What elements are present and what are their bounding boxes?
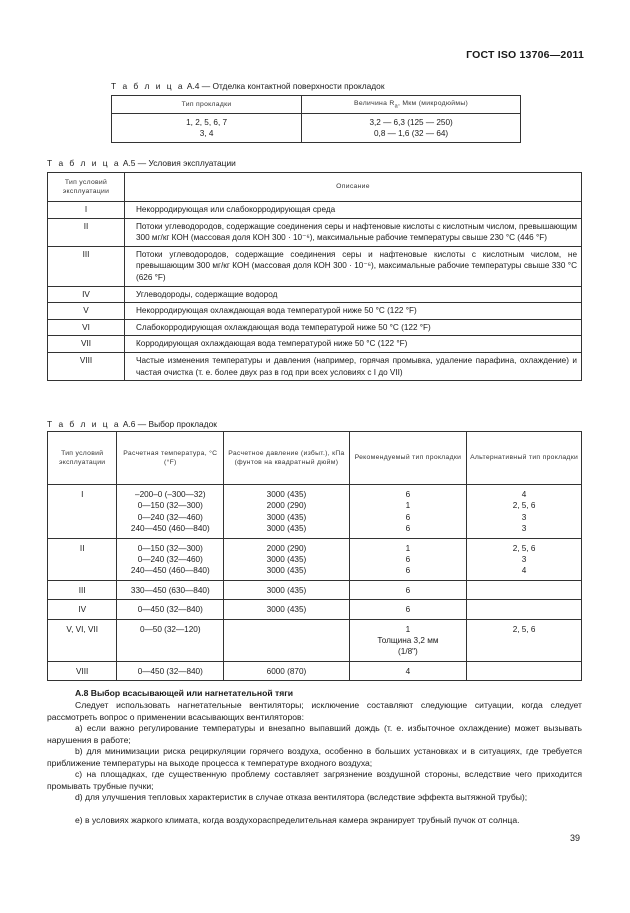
table-row: I Некорродирующая или слабокорродирующая среда (48, 202, 582, 219)
table-a6-cell-recommended: 6 (349, 600, 466, 619)
table-a6 (47, 431, 582, 681)
table-a6-cell-pressure: 3000 (435) (224, 600, 349, 619)
table-row (48, 600, 582, 619)
table-a4-header-type: Тип прокладки (112, 96, 302, 114)
table-a6-cell-condition: III (48, 580, 117, 599)
table-row (48, 538, 582, 580)
table-a6-cell-alternative: 4 2, 5, 6 3 3 (467, 485, 582, 539)
table-a6-header-alternative: Альтернативный тип прокладки (467, 432, 582, 485)
table-row (48, 485, 582, 539)
table-a6-cell-recommended: 6 1 6 6 (349, 485, 466, 539)
table-a6-caption: Т а б л и ц а А.6 — Выбор прокладок (47, 419, 217, 429)
table-a5-caption: Т а б л и ц а А.5 — Условия эксплуатации (47, 158, 236, 168)
table-a6-cell-condition: I (48, 485, 117, 539)
table-a6-header-recommended: Рекомендуемый тип прокладки (349, 432, 466, 485)
table-row (48, 580, 582, 599)
table-a6-cell-pressure: 6000 (870) (224, 661, 349, 680)
table-a4-header-value: Величина $R_a$, Мкм (микродюймы) (302, 96, 521, 114)
table-row (48, 619, 582, 661)
table-row: II Потоки углеводородов, содержащие соединения серы и нафтеновые кислоты с кислотным числом, превышающим 300 мг/кг КОН (массовая доля КОН 300 · 10⁻⁶), максимальные рабочие температуры свыше 230 °С (446 °F) (48, 218, 582, 246)
table-a4-cell-type: 1, 2, 5, 6, 7 3, 4 (112, 114, 302, 143)
section-title: А.8 Выбор всасывающей или нагнетательной тяги (75, 688, 294, 698)
table-row: V Некорродирующая охлаждающая вода температурой ниже 50 °С (122 °F) (48, 303, 582, 320)
table-a6-cell-temperature: –200–0 (–300—32) 0—150 (32—300) 0—240 (32—460) 240—450 (460—840) (117, 485, 224, 539)
paragraph: с) на площадках, где существенную проблему составляет загрязнение воздушной стороны, вследствие чего приходится промывать трубные пучки; (47, 769, 582, 791)
table-a6-cell-temperature: 0—150 (32—300) 0—240 (32—460) 240—450 (460—840) (117, 538, 224, 580)
table-a6-cell-alternative: 2, 5, 6 3 4 (467, 538, 582, 580)
table-a6-cell-alternative (467, 661, 582, 680)
paragraph: d) для улучшения тепловых характеристик в случае отказа вентилятора (вследствие эффекта вытяжной трубы); (75, 792, 528, 802)
table-a6-cell-recommended: 6 (349, 580, 466, 599)
table-a6-cell-pressure: 3000 (435) (224, 580, 349, 599)
table-a6-cell-recommended: 1 Толщина 3,2 мм (1/8") (349, 619, 466, 661)
table-a6-cell-temperature: 0—50 (32—120) (117, 619, 224, 661)
table-row: IV Углеводороды, содержащие водород (48, 286, 582, 303)
table-a6-cell-condition: IV (48, 600, 117, 619)
paragraph: b) для минимизации риска рециркуляции горячего воздуха, особенно в больших установках и в ситуациях, где требуется приближение температуры на выходе процесса к температуре входного воздуха; (47, 746, 582, 768)
table-a6-cell-condition: VIII (48, 661, 117, 680)
table-a6-cell-temperature: 0—450 (32—840) (117, 600, 224, 619)
table-a6-cell-pressure: 2000 (290) 3000 (435) 3000 (435) (224, 538, 349, 580)
paragraph: а) если важно регулирование температуры и внезапно выпавший дождь (т. е. избыточное охлаждение) может вызывать нарушения в работе; (47, 723, 582, 745)
table-row: VI Слабокорродирующая охлаждающая вода температурой ниже 50 °С (122 °F) (48, 319, 582, 336)
table-row: III Потоки углеводородов, содержащие соединения серы и нафтеновые кислоты с кислотным числом, не превышающим 300 мг/кг КОН (массовая доля КОН 300 · 10⁻⁶), максимальные рабочие температуры свыше 330 °С (626 °F) (48, 246, 582, 286)
table-a4-cell-value: 3,2 — 6,3 (125 — 250) 0,8 — 1,6 (32 — 64) (302, 114, 521, 143)
table-a6-cell-alternative: 2, 5, 6 (467, 619, 582, 661)
page-number: 39 (569, 833, 580, 843)
table-a6-cell-temperature: 330—450 (630—840) (117, 580, 224, 599)
paragraph: Следует использовать нагнетательные вентиляторы; исключение составляют следующие ситуации, когда следует рассмотреть вопрос о применении всасывающих вентиляторов: (47, 700, 582, 722)
table-a6-cell-alternative (467, 580, 582, 599)
table-a5 (47, 172, 582, 381)
table-a4-caption: Т а б л и ц а А.4 — Отделка контактной поверхности прокладок (111, 81, 385, 91)
table-a5-header-type: Тип условий эксплуатации (48, 173, 125, 202)
standard-header: ГОСТ ISO 13706—2011 (466, 49, 584, 61)
table-a6-header-condition: Тип условий эксплуатации (48, 432, 117, 485)
table-a6-cell-recommended: 4 (349, 661, 466, 680)
table-row: VII Корродирующая охлаждающая вода температурой ниже 50 °С (122 °F) (48, 336, 582, 353)
table-a6-header-temperature: Расчетная температура, °С (°F) (117, 432, 224, 485)
table-a6-cell-recommended: 1 6 6 (349, 538, 466, 580)
table-a5-header-desc: Описание (125, 173, 582, 202)
table-a6-cell-condition: V, VI, VII (48, 619, 117, 661)
table-a4 (111, 95, 521, 143)
table-row (48, 661, 582, 680)
table-a6-cell-pressure: 3000 (435) 2000 (290) 3000 (435) 3000 (435) (224, 485, 349, 539)
table-row: VIII Частые изменения температуры и давления (например, горячая промывка, удаление парафина, охлаждение) и частая очистка (т. е. более двух раз в год при всех условиях с I до VII) (48, 352, 582, 380)
table-a6-cell-alternative (467, 600, 582, 619)
table-a6-header-pressure: Расчетное давление (избыт.), кПа (фунтов на квадратный дюйм) (224, 432, 349, 485)
paragraph: е) в условиях жаркого климата, когда воздухораспределительная камера экранирует трубный пучок от солнца. (75, 815, 520, 825)
table-a6-cell-pressure (224, 619, 349, 661)
table-row (112, 114, 521, 143)
table-a6-cell-condition: II (48, 538, 117, 580)
table-a6-cell-temperature: 0—450 (32—840) (117, 661, 224, 680)
